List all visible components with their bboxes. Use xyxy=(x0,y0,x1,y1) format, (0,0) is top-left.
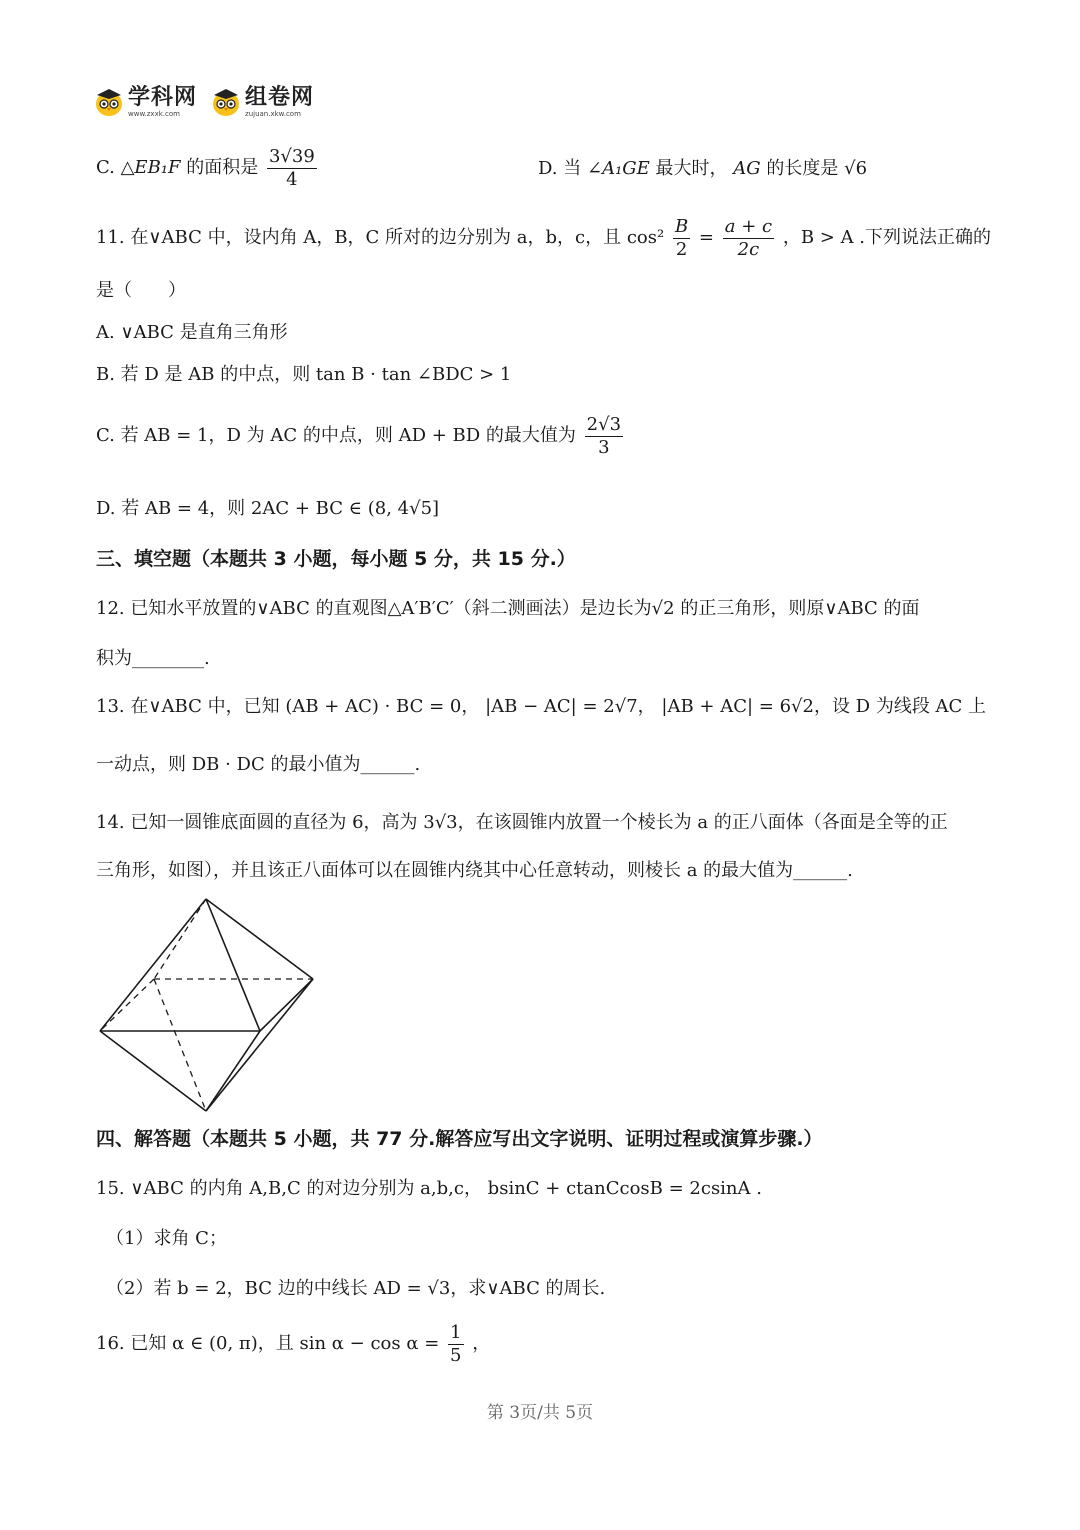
q12-line1: 12. 已知水平放置的∨ABC 的直观图△A′B′C′（斜二测画法）是边长为√2 的正三角形，则原∨ABC 的面 xyxy=(96,598,920,619)
logo-zujuan-url: zujuan.xkw.com xyxy=(245,109,301,118)
page-footer: 第 3页/共 5页 xyxy=(486,1403,594,1423)
q15-line1: 15. ∨ABC 的内角 A,B,C 的对边分别为 a,b,c， bsinC + ctanCcosB = 2csinA . xyxy=(96,1178,762,1199)
q11-frac-b2: $\frac{B}{2}$ xyxy=(674,216,689,260)
logo-xueke-url: www.zxxk.com xyxy=(128,109,180,118)
logo-xueke xyxy=(94,84,198,118)
octa-edge xyxy=(206,1031,260,1111)
octa-edge xyxy=(100,899,206,1031)
q11-option-b: B. 若 D 是 AB 的中点，则 tan B · tan ∠BDC > 1 xyxy=(96,364,512,385)
octahedron-figure xyxy=(92,893,322,1118)
q16-line1: 16. 已知 α ∈ (0, π)，且 sin α − cos α = $\frac{1}{5}$ ， xyxy=(96,1322,491,1366)
q11-c-fraction: $\frac{2√3}{3}$ xyxy=(586,414,622,458)
section-3-title: 三、填空题（本题共 3 小题，每小题 5 分，共 15 分.） xyxy=(96,548,576,570)
q11-stem-line2: 是（ ） xyxy=(96,280,186,301)
logo-zujuan xyxy=(211,84,315,118)
q16-fraction: $\frac{1}{5}$ xyxy=(450,1322,462,1366)
q15-part1: （1）求角 C； xyxy=(106,1228,227,1249)
q13-line2: 一动点，则 DB · DC 的最小值为______. xyxy=(96,754,421,775)
octa-hidden-edge xyxy=(100,979,154,1031)
q11-stem: 11. 在∨ABC 中，设内角 A，B，C 所对的边分别为 a，b，c，且 cos² $\frac{B}{2}$ = $\frac{a + c}{2c}$ ，B > A .下列说法正确的 xyxy=(96,216,992,260)
octa-edge xyxy=(100,1031,206,1111)
q11-option-a: A. ∨ABC 是直角三角形 xyxy=(96,322,288,343)
q11-option-c: C. 若 AB = 1，D 为 AC 的中点，则 AD + BD 的最大值为 $\frac{2√3}{3}$ xyxy=(96,414,622,458)
q13-line1: 13. 在∨ABC 中，已知 (AB + AC) · BC = 0， |AB − AC| = 2√7， |AB + AC| = 6√2，设 D 为线段 AC 上 xyxy=(96,696,987,717)
owl-icon xyxy=(94,87,124,117)
logo-zujuan-name: 组卷网 xyxy=(245,84,315,110)
q10-c-fraction: $\frac{3√39}{4}$ xyxy=(268,146,315,190)
octa-edge xyxy=(260,979,313,1031)
q11-option-d: D. 若 AB = 4，则 2AC + BC ∈ (8, 4√5] xyxy=(96,498,440,519)
header-logos xyxy=(94,82,314,122)
q14-line1: 14. 已知一圆锥底面圆的直径为 6，高为 3√3，在该圆锥内放置一个棱长为 a 的正八面体（各面是全等的正 xyxy=(96,812,948,833)
logo-xueke-name: 学科网 xyxy=(128,84,198,110)
q10-option-d: D. 当 ∠A₁GE 最大时， AG 的长度是 √6 xyxy=(538,158,868,179)
octa-edge xyxy=(206,979,313,1111)
q10-option-c: C. △EB₁F 的面积是 $\frac{3√39}{4}$ xyxy=(96,146,315,190)
q11-frac-ac: $\frac{a + c}{2c}$ xyxy=(724,216,773,260)
section-4-title: 四、解答题（本题共 5 小题，共 77 分.解答应写出文字说明、证明过程或演算步骤.） xyxy=(96,1128,823,1150)
q14-line2: 三角形，如图），并且该正八面体可以在圆锥内绕其中心任意转动，则棱长 a 的最大值为______. xyxy=(96,860,853,881)
octa-hidden-edge xyxy=(154,899,206,979)
owl-icon xyxy=(211,87,241,117)
q15-part2: （2）若 b = 2，BC 边的中线长 AD = √3，求∨ABC 的周长. xyxy=(106,1278,606,1299)
q12-line2: 积为________. xyxy=(96,648,210,669)
